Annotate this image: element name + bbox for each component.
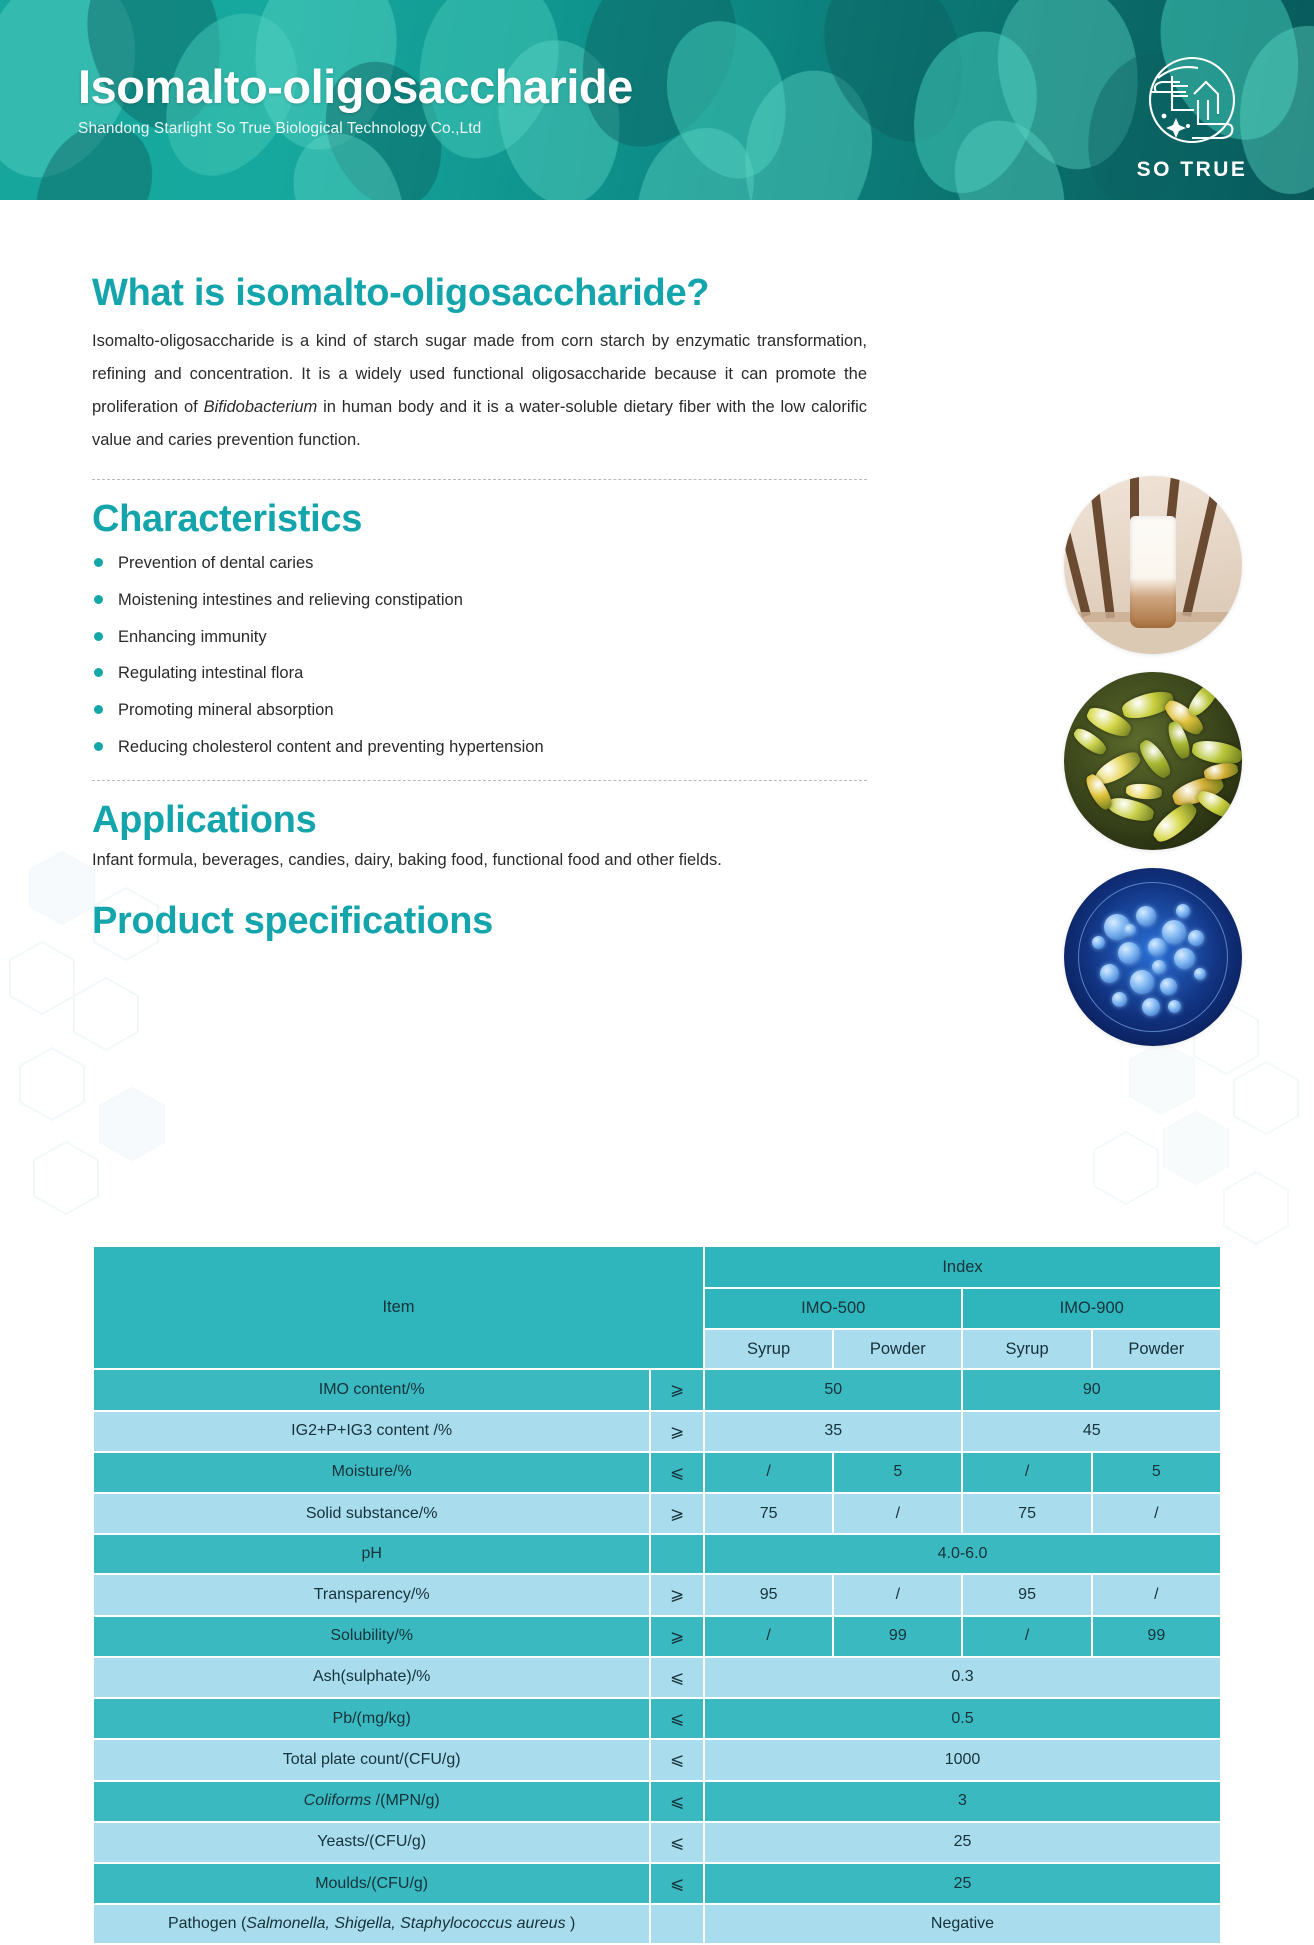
bacteria-rod — [1203, 761, 1239, 782]
table-row — [94, 1412, 1220, 1451]
main-content-column — [92, 272, 882, 942]
table-row — [94, 1740, 1220, 1779]
cell-value: / — [963, 1453, 1090, 1492]
cell-operator: ⩾ — [651, 1370, 703, 1409]
table-header-row-1 — [94, 1247, 1220, 1287]
header-form-powder-500: Powder — [834, 1330, 961, 1369]
cell-item-italic: Salmonella, Shigella, Staphylococcus aureus — [246, 1915, 566, 1933]
intro-text-part1: Isomalto-oligosaccharide is a kind of starch sugar made from corn starch by enzymatic transformation, refining and concentration. It is a widely used functional oligosaccharide because it can promote the proliferation of — [92, 331, 867, 416]
characteristic-item — [92, 552, 882, 574]
company-logo — [1122, 48, 1262, 182]
heading-product-specifications: Product specifications — [92, 899, 493, 942]
microscopy-blob — [1142, 998, 1160, 1016]
table-row — [94, 1823, 1220, 1862]
cell-item: IG2+P+IG3 content /% — [94, 1412, 649, 1451]
decor-stick — [1087, 476, 1115, 619]
header-form-syrup-500: Syrup — [705, 1330, 832, 1369]
table-body — [94, 1370, 1220, 1943]
cell-item-prefix: Pathogen ( — [167, 1915, 247, 1933]
bacteria-rod — [1185, 678, 1224, 720]
cell-item-suffix: ) — [565, 1915, 576, 1933]
cell-operator: ⩾ — [651, 1412, 703, 1451]
bifidobacterium-italic: Bifidobacterium — [203, 397, 318, 416]
bacteria-rod — [1125, 782, 1162, 800]
header-model-imo500: IMO-500 — [705, 1289, 961, 1328]
cell-item: pH — [94, 1535, 649, 1573]
cell-item-italic: Coliforms — [303, 1792, 372, 1810]
table-head — [94, 1247, 1220, 1368]
characteristic-item — [92, 662, 882, 684]
microscopy-blob — [1194, 968, 1206, 980]
section-divider-2 — [92, 780, 867, 781]
bullet-dot-icon — [94, 595, 103, 604]
microscopy-blob — [1092, 936, 1105, 949]
photo-blue-microscopy — [1064, 868, 1242, 1046]
microscopy-blob — [1148, 938, 1166, 956]
cell-item: Moisture/% — [94, 1453, 649, 1492]
table-row — [94, 1370, 1220, 1409]
cell-value: / — [963, 1617, 1090, 1656]
cell-operator: ⩽ — [651, 1658, 703, 1697]
table-row — [94, 1905, 1220, 1943]
cell-value: 0.5 — [705, 1699, 1220, 1738]
characteristic-label: Regulating intestinal flora — [118, 664, 304, 683]
cell-item: Yeasts/(CFU/g) — [94, 1823, 649, 1862]
cell-value: / — [1093, 1494, 1220, 1533]
table-row — [94, 1494, 1220, 1533]
logo-wordmark: SO TRUE — [1136, 158, 1248, 181]
photo-bubble-tea-drink — [1064, 476, 1242, 654]
cell-value: 35 — [705, 1412, 961, 1451]
cell-value: / — [834, 1494, 961, 1533]
characteristic-label: Moistening intestines and relieving constipation — [118, 590, 463, 609]
microscopy-blob — [1118, 942, 1140, 964]
cell-value: 45 — [963, 1412, 1220, 1451]
cell-value: / — [705, 1617, 832, 1656]
microscopy-blob — [1152, 960, 1166, 974]
microscopy-blob — [1136, 906, 1156, 926]
cell-value: / — [1093, 1575, 1220, 1614]
cell-operator: ⩽ — [651, 1740, 703, 1779]
table-row — [94, 1575, 1220, 1614]
characteristic-label: Promoting mineral absorption — [118, 701, 334, 720]
table-row — [94, 1782, 1220, 1821]
cell-value: 75 — [705, 1494, 832, 1533]
cell-value: 95 — [963, 1575, 1090, 1614]
cell-value: 5 — [834, 1453, 961, 1492]
cell-item: IMO content/% — [94, 1370, 649, 1409]
circle-line-art-logo-icon — [1136, 48, 1248, 156]
bacteria-rod — [1136, 737, 1175, 782]
characteristics-list — [92, 552, 882, 758]
cell-value: 4.0-6.0 — [705, 1535, 1220, 1573]
heading-what-is: What is isomalto-oligosaccharide? — [92, 272, 710, 314]
decor-stick — [1182, 476, 1224, 617]
microscopy-blob — [1130, 970, 1154, 994]
header-form-syrup-900: Syrup — [963, 1330, 1090, 1369]
bullet-dot-icon — [94, 632, 103, 641]
intro-text-part2: in human body and it is a water-soluble dietary fiber with the low calorific value and caries prevention function. — [92, 397, 867, 449]
microscopy-blob — [1174, 948, 1195, 969]
cell-item: Moulds/(CFU/g) — [94, 1864, 649, 1903]
cell-operator — [651, 1905, 703, 1943]
cell-item: Transparency/% — [94, 1575, 649, 1614]
cell-item: Ash(sulphate)/% — [94, 1658, 649, 1697]
cell-value: 0.3 — [705, 1658, 1220, 1697]
cell-value: 3 — [705, 1782, 1220, 1821]
characteristic-item — [92, 736, 882, 758]
cell-value: / — [705, 1453, 832, 1492]
cell-item — [94, 1905, 649, 1943]
characteristic-label: Prevention of dental caries — [118, 554, 314, 573]
characteristic-item — [92, 626, 882, 648]
cell-value: 95 — [705, 1575, 832, 1614]
microscopy-blob — [1188, 930, 1204, 946]
cell-operator: ⩽ — [651, 1699, 703, 1738]
bullet-dot-icon — [94, 558, 103, 567]
table-row — [94, 1535, 1220, 1573]
microscopy-blob — [1112, 992, 1127, 1007]
characteristic-label: Enhancing immunity — [118, 627, 267, 646]
product-specifications-table-wrapper — [92, 1245, 1222, 1945]
photo-bacteria-micrograph — [1064, 672, 1242, 850]
drink-glass — [1130, 516, 1176, 628]
header-form-powder-900: Powder — [1093, 1330, 1220, 1369]
bacteria-rod — [1149, 798, 1201, 846]
cell-operator: ⩾ — [651, 1617, 703, 1656]
cell-operator: ⩽ — [651, 1782, 703, 1821]
cell-operator — [651, 1535, 703, 1573]
cell-value: 5 — [1093, 1453, 1220, 1492]
table-row — [94, 1864, 1220, 1903]
characteristic-label: Reducing cholesterol content and preventing hypertension — [118, 737, 544, 756]
characteristic-item — [92, 589, 882, 611]
cell-operator: ⩽ — [651, 1453, 703, 1492]
heading-characteristics: Characteristics — [92, 497, 363, 540]
banner-text-block — [78, 62, 633, 138]
cell-value: 1000 — [705, 1740, 1220, 1779]
cell-operator: ⩾ — [651, 1494, 703, 1533]
header-item: Item — [94, 1247, 703, 1368]
bacteria-rod — [1191, 738, 1242, 767]
table-row — [94, 1617, 1220, 1656]
product-specifications-table — [92, 1245, 1222, 1945]
section-divider-1 — [92, 479, 867, 480]
microscopy-blob — [1100, 964, 1119, 983]
header-index: Index — [705, 1247, 1220, 1287]
bullet-dot-icon — [94, 668, 103, 677]
table-row — [94, 1453, 1220, 1492]
header-model-imo900: IMO-900 — [963, 1289, 1220, 1328]
cell-value: 99 — [834, 1617, 961, 1656]
cell-value: 90 — [963, 1370, 1220, 1409]
cell-operator: ⩾ — [651, 1575, 703, 1614]
table-row — [94, 1699, 1220, 1738]
microscopy-blob — [1162, 920, 1186, 944]
cell-operator: ⩽ — [651, 1823, 703, 1862]
page-title: Isomalto-oligosaccharide — [78, 60, 633, 113]
cell-operator: ⩽ — [651, 1864, 703, 1903]
microscopy-blob — [1160, 978, 1177, 995]
characteristic-item — [92, 699, 882, 721]
cell-item-suffix: /(MPN/g) — [371, 1792, 440, 1810]
decor-stick — [1064, 476, 1091, 617]
cell-value: 25 — [705, 1823, 1220, 1862]
cell-item: Solubility/% — [94, 1617, 649, 1656]
intro-paragraph — [92, 325, 867, 457]
microscopy-blob — [1168, 1000, 1181, 1013]
microscopy-blob — [1176, 904, 1190, 918]
company-name: Shandong Starlight So True Biological Technology Co.,Ltd — [78, 120, 482, 138]
bullet-dot-icon — [94, 742, 103, 751]
cell-value: 25 — [705, 1864, 1220, 1903]
cell-value: 75 — [963, 1494, 1090, 1533]
bullet-dot-icon — [94, 705, 103, 714]
cell-value: 99 — [1093, 1617, 1220, 1656]
cell-value: / — [834, 1575, 961, 1614]
cell-item — [94, 1782, 649, 1821]
cell-item: Pb/(mg/kg) — [94, 1699, 649, 1738]
cell-item: Solid substance/% — [94, 1494, 649, 1533]
cell-value: 50 — [705, 1370, 961, 1409]
microscopy-blob — [1124, 924, 1136, 936]
cell-value: Negative — [705, 1905, 1220, 1943]
cell-item: Total plate count/(CFU/g) — [94, 1740, 649, 1779]
page-header-banner — [0, 0, 1314, 200]
table-row — [94, 1658, 1220, 1697]
heading-applications: Applications — [92, 799, 317, 842]
applications-text: Infant formula, beverages, candies, dairy, baking food, functional food and other fields. — [92, 850, 722, 869]
